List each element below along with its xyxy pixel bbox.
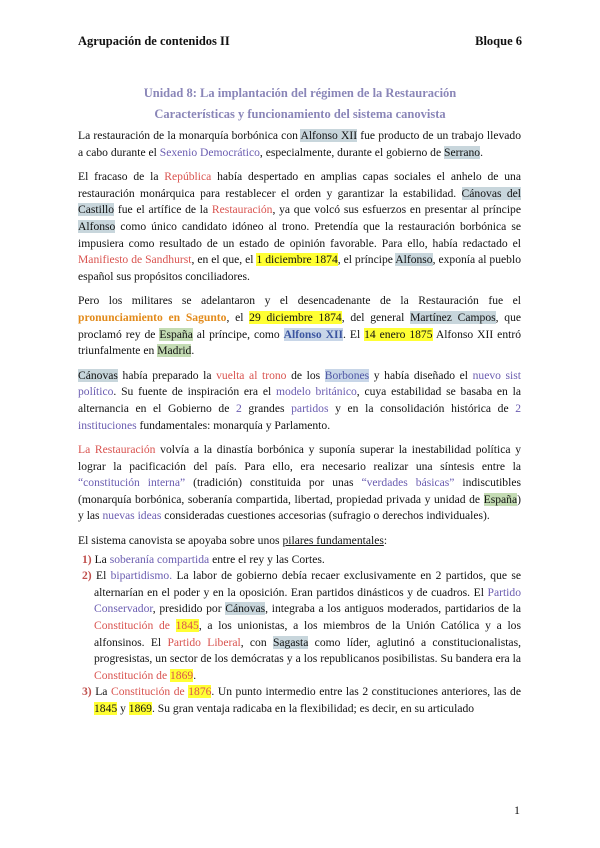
header-right: Bloque 6 bbox=[475, 34, 522, 48]
item-number: 3) bbox=[82, 685, 92, 699]
term-pilares: pilares fundamentales bbox=[282, 534, 384, 548]
title-block bbox=[78, 86, 522, 128]
page-number: 1 bbox=[514, 803, 520, 817]
term-verdades: “verdades básicas” bbox=[361, 476, 455, 490]
term-canovas: Cánovas bbox=[225, 602, 266, 616]
item-number: 1) bbox=[82, 552, 92, 566]
term-alfonso: Alfonso bbox=[78, 219, 116, 233]
date-highlight: 29 diciembre 1874 bbox=[249, 310, 342, 324]
paragraph-3: Pero los militares se adelantaron y el desencadenante de la Restauración fue el pronunciamiento en Sagunto, el 29 diciembre 1874, del general Martínez Campos, que proclamó rey de España al príncipe, como Alfonso XII. El 14 enero 1875 Alfonso XII entró triunfalmente en Madrid. bbox=[78, 294, 522, 358]
term-constitucion: Constitución de bbox=[94, 619, 176, 633]
term-instituciones: instituciones bbox=[78, 418, 137, 432]
term-number: 2 bbox=[515, 401, 522, 415]
term-republica: República bbox=[164, 170, 212, 184]
term-modelo: modelo británico bbox=[276, 385, 357, 399]
term-serrano: Serrano bbox=[444, 145, 481, 159]
term-nuevo-sistema: nuevo sist político bbox=[78, 368, 522, 399]
pillars-list bbox=[78, 552, 521, 718]
year-highlight: 1845 bbox=[175, 619, 199, 633]
term-alfonso: Alfonso bbox=[395, 253, 433, 267]
term-martinez-campos: Martínez Campos bbox=[410, 310, 496, 324]
term-partido-conservador: Partido Conservador bbox=[94, 585, 521, 616]
term-sexenio: Sexenio Democrático bbox=[159, 145, 260, 159]
term-espana: España bbox=[483, 492, 518, 506]
term-vuelta: vuelta al trono bbox=[216, 368, 287, 382]
unit-subtitle: Características y funcionamiento del sistema canovista bbox=[154, 107, 446, 121]
term-number: 2 bbox=[236, 401, 242, 415]
term-soberania: soberanía compartida bbox=[109, 552, 210, 566]
term-constitucion: Constitución de bbox=[94, 668, 170, 682]
term-espana: España bbox=[159, 327, 193, 341]
term-canovas: Cánovas bbox=[78, 368, 118, 382]
paragraph-4: Cánovas había preparado la vuelta al trono de los Borbones y había diseñado el nuevo sist político. Su fuente de inspiración era el modelo británico, cuya estabilidad se basaba en la alternancia en el Gobierno de 2 grandes partidos y en la consolidación histórica de 2 instituciones fundamentales: monarquía y Parlamento. bbox=[78, 368, 522, 432]
year-highlight: 1869 bbox=[170, 668, 194, 682]
term-borbones: Borbones bbox=[324, 368, 370, 382]
header-left: Agrupación de contenidos II bbox=[78, 34, 230, 48]
year-highlight: 1876 bbox=[188, 685, 212, 699]
document-body bbox=[78, 128, 521, 718]
term-manifiesto: Manifiesto de Sandhurst bbox=[78, 253, 192, 267]
year-highlight: 1869 bbox=[128, 702, 152, 715]
page-header bbox=[78, 34, 522, 52]
item-number: 2) bbox=[82, 569, 92, 583]
paragraph-2: El fracaso de la República había despertado en amplias capas sociales el anhelo de una restauración monárquica para restablecer el orden y garantizar la estabilidad. Cánovas del Castillo fue el artífice de la Restauración, ya que volcó sus esfuerzos en presentar al príncipe Alfonso como único candidato idóneo al trono. Pretendía que la restauración borbónica se impusiera como resultado de un estado de opinión favorable. Para ello, había redactado el Manifiesto de Sandhurst, en el que, el 1 diciembre 1874, el príncipe Alfonso, exponía al pueblo español sus propósitos conciliadores. bbox=[78, 170, 521, 283]
term-nuevas-ideas: nuevas ideas bbox=[102, 509, 162, 523]
term-sagasta: Sagasta bbox=[272, 635, 309, 649]
term-partidos: partidos bbox=[291, 401, 329, 415]
unit-title: Unidad 8: La implantación del régimen de la Restauración bbox=[143, 86, 457, 100]
paragraph-1: La restauración de la monarquía borbónica con Alfonso XII fue producto de un trabajo llevado a cabo durante el Sexenio Democrático, especialmente, durante el gobierno de Serrano. bbox=[78, 129, 522, 159]
list-item: 3) La Constitución de 1876. Un punto intermedio entre las 2 constituciones anteriores, las de 1845 y 1869. Su gran ventaja radicaba en la flexibilidad; es decir, en su articulado bbox=[82, 685, 522, 715]
term-pronunciamiento: pronunciamiento en Sagunto bbox=[78, 310, 227, 324]
date-highlight: 14 enero 1875 bbox=[364, 327, 433, 341]
term-constitucion: Constitución de bbox=[110, 685, 189, 699]
paragraph-6: El sistema canovista se apoyaba sobre unos pilares fundamentales: bbox=[78, 534, 388, 548]
term-constitucion-interna: “constitución interna” bbox=[78, 476, 186, 490]
year-highlight: 1845 bbox=[94, 702, 118, 715]
term-bipartidismo: bipartidismo. bbox=[110, 569, 173, 583]
date-highlight: 1 diciembre 1874 bbox=[256, 253, 338, 267]
list-item: 1) La soberanía compartida entre el rey y las Cortes. bbox=[82, 552, 325, 566]
term-partido-liberal: Partido Liberal bbox=[167, 635, 241, 649]
term-alfonso-xii: Alfonso XII bbox=[300, 129, 358, 142]
term-madrid: Madrid bbox=[157, 344, 192, 358]
paragraph-5: La Restauración volvía a la dinastía borbónica y suponía superar la inestabilidad política y lograr la pacificación del país. Para ello, era necesario realizar una síntesis entre la “constitución interna” (tradición) constituida por unas “verdades básicas” indiscutibles (monarquía borbónica, soberanía compartida, libertad, propiedad privada y unidad de España) y las nuevas ideas consideradas cuestiones accesorias (sufragio o derechos individuales). bbox=[78, 443, 521, 523]
term-alfonso-xii: Alfonso XII bbox=[283, 327, 344, 341]
term-restauracion: La Restauración bbox=[78, 443, 156, 457]
term-canovas: Cánovas del Castillo bbox=[78, 186, 521, 217]
list-item: 2) El bipartidismo. La labor de gobierno debía recaer exclusivamente en 2 partidos, que se alternarían en el poder y en la oposición. Eran partidos dinásticos y de cuadros. El Partido Conservador, presidido por Cánovas, integraba a los antiguos moderados, partidarios de la Constitución de 1845, a los unionistas, a los miembros de la Unión Católica y a los alfonsinos. El Partido Liberal, con Sagasta como líder, aglutinó a constitucionalistas, progresistas, un sector de los demócratas y a los republicanos posibilistas. Su bandera era la Constitución de 1869. bbox=[82, 569, 521, 682]
term-restauracion: Restauración bbox=[211, 203, 273, 217]
